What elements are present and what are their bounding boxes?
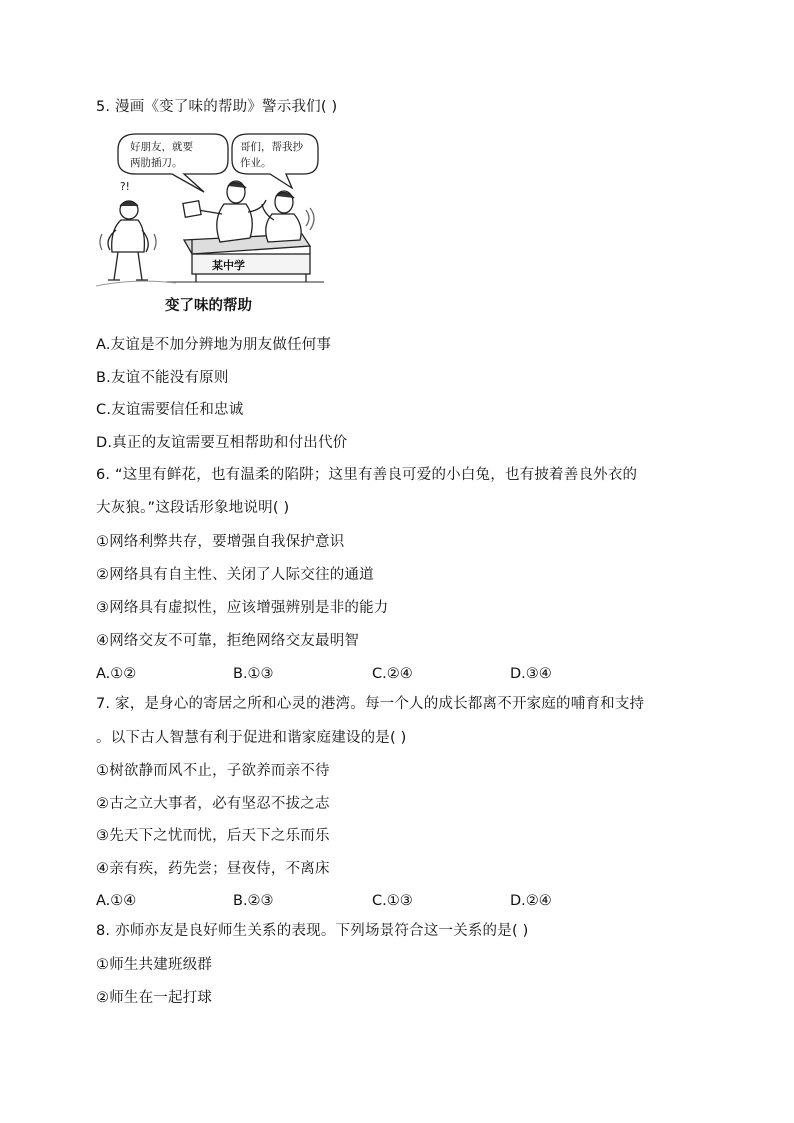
question-6-stem-line2: 大灰狼。”这段话形象地说明( ) xyxy=(96,500,290,516)
q8-item-2: ②师生在一起打球 xyxy=(96,990,213,1006)
q7-item-1: ①树欲静而风不止，子欲养而亲不待 xyxy=(96,763,330,779)
bubble-right-line2: 作业。 xyxy=(240,157,272,169)
q5-option-d: D.真正的友谊需要互相帮助和付出代价 xyxy=(96,435,348,451)
question-7-stem-line1: 7. 家，是身心的寄居之所和心灵的港湾。每一个人的成长都离不开家庭的哺育和支持 xyxy=(96,696,645,712)
q7-choice-c: C.①③ xyxy=(372,893,413,909)
question-8-stem: 8. 亦师亦友是良好师生关系的表现。下列场景符合这一关系的是( ) xyxy=(96,923,529,939)
q6-item-4: ④网络交友不可靠，拒绝网络交友最明智 xyxy=(96,633,360,649)
q7-item-4: ④亲有疾，药先尝；昼夜侍，不离床 xyxy=(96,861,330,877)
q5-option-c: C.友谊需要信任和忠诚 xyxy=(96,402,244,418)
bubble-left-line1: 好朋友，就要 xyxy=(130,141,193,153)
q7-item-2: ②古之立大事者，必有坚忍不拔之志 xyxy=(96,796,330,812)
boy-figure-right xyxy=(262,191,314,242)
q7-choice-d: D.②④ xyxy=(510,893,552,909)
q6-item-3: ③网络具有虚拟性，应该增强辨别是非的能力 xyxy=(96,600,389,616)
q5-option-a: A.友谊是不加分辨地为朋友做任何事 xyxy=(96,337,332,353)
bubble-right-line1: 哥们，帮我抄 xyxy=(240,141,303,153)
q6-choices xyxy=(96,664,616,684)
q5-option-b: B.友谊不能没有原则 xyxy=(96,370,229,386)
cartoon-caption: 变了味的帮助 xyxy=(165,298,252,314)
question-6-stem-line1: 6. “这里有鲜花，也有温柔的陷阱；这里有善良可爱的小白兔，也有披着善良外衣的 xyxy=(96,467,638,483)
q6-item-1: ①网络利弊共存，要增强自我保护意识 xyxy=(96,534,345,550)
question-5-stem: 5. 漫画《变了味的帮助》警示我们( ) xyxy=(96,99,338,115)
cartoon-illustration xyxy=(96,130,324,288)
question-7-stem-line2: 。以下古人智慧有利于促进和谐家庭建设的是( ) xyxy=(96,730,407,746)
boy-figure-left xyxy=(183,181,266,242)
bubble-left-line2: 两肋插刀。 xyxy=(130,157,183,169)
surprise-marks: ?! xyxy=(120,181,130,193)
q7-item-3: ③先天下之忧而忧，后天下之乐而乐 xyxy=(96,828,330,844)
girl-figure xyxy=(100,201,156,280)
q6-choice-d: D.③④ xyxy=(510,666,552,682)
q7-choices xyxy=(96,891,616,911)
q7-choice-b: B.②③ xyxy=(233,893,274,909)
q6-choice-a: A.①② xyxy=(96,666,137,682)
q6-choice-b: B.①③ xyxy=(233,666,274,682)
q6-choice-c: C.②④ xyxy=(372,666,413,682)
q6-item-2: ②网络具有自主性、关闭了人际交往的通道 xyxy=(96,567,374,583)
q7-choice-a: A.①④ xyxy=(96,893,137,909)
desk-sign: 某中学 xyxy=(212,259,245,272)
q8-item-1: ①师生共建班级群 xyxy=(96,957,213,973)
